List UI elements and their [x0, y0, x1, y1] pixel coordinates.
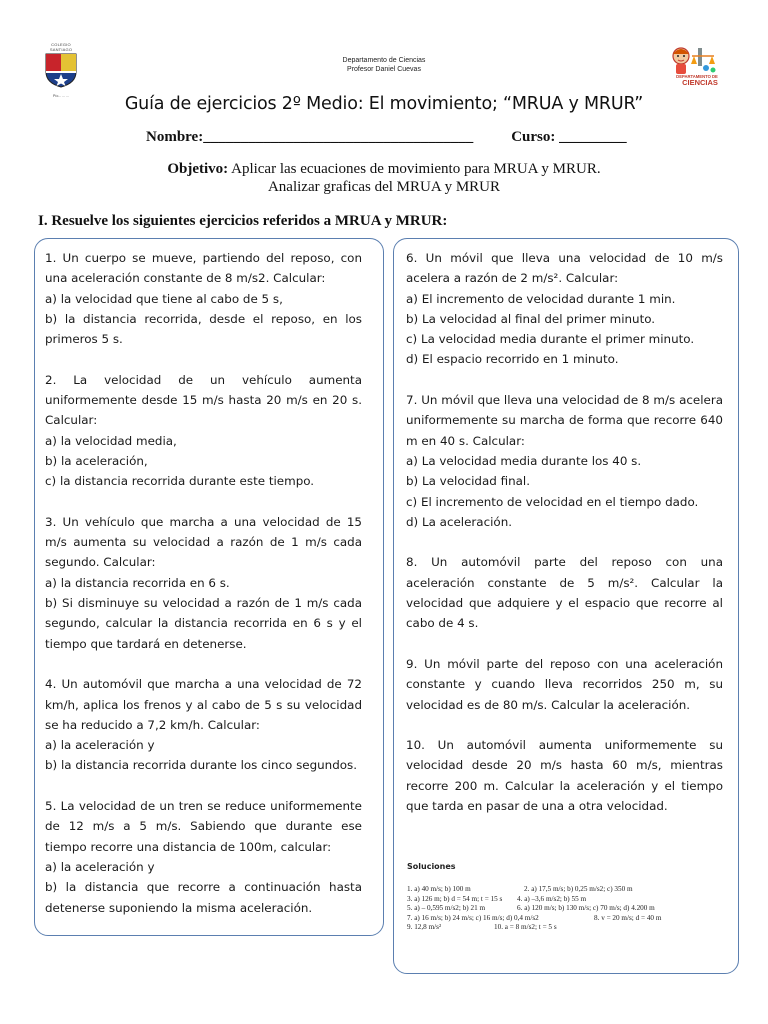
objective-block: [0, 160, 768, 196]
solutions-title: Soluciones: [407, 862, 456, 871]
solutions-block: [407, 862, 727, 933]
exercises-left-column: [45, 248, 362, 938]
name-field[interactable]: ____________________________________: [203, 129, 474, 145]
course-field[interactable]: _________: [555, 129, 627, 145]
exercise-8: 8. Un automóvil parte del reposo con una aceleración constante de 5 m/s². Calcular la velocidad que adquiere y el espacio que recorre al cabo de 4 s.: [406, 555, 723, 631]
exercises-right-column: [406, 248, 723, 837]
exercise-3: 3. Un vehículo que marcha a una velocidad de 15 m/s aumenta su velocidad a razón de 1 m/s cada segundo. Calcular: a) la distancia recorrida en 6 s. b) Si disminuye su velocidad a razón de 1 m/s cada segundo, calcular la distancia recorrida en 6 s y el tiempo que tardará en detenerse.: [45, 514, 362, 651]
objective-label: Objetivo:: [167, 161, 229, 177]
logo-right-text2: CIENCIAS: [682, 78, 718, 87]
teacher-name: Profesor Daniel Cuevas: [347, 66, 421, 73]
solution-line: 1. a) 40 m/s; b) 100 m 2. a) 17,5 m/s; b) 0,25 m/s2; c) 350 m: [407, 885, 633, 893]
page-title: Guía de ejercicios 2º Medio: El movimiento; “MRUA y MRUR”: [124, 94, 644, 114]
exercise-10: 10. Un automóvil aumenta uniformemente su velocidad desde 20 m/s hasta 60 m/s, mientras recorre 200 m. Calcular la aceleración y el tiempo que tarda en pasar de una a otra velocidad.: [406, 738, 723, 814]
exercise-2: 2. La velocidad de un vehículo aumenta uniformemente desde 15 m/s hasta 20 m/s en 20 s. Calcular: a) la velocidad media, b) la aceleración, c) la distancia recorrida durante este tiempo.: [45, 372, 362, 489]
solution-line: 5. a) – 0,595 m/s2; b) 21 m 6. a) 120 m/s; b) 130 m/s; c) 70 m/s; d) 4.200 m: [407, 904, 655, 913]
school-logo-bottom-text: Pío... ... ...: [53, 94, 69, 98]
logo-right-text1: DEPARTAMENTO DE: [676, 74, 718, 79]
solution-line: 3. a) 126 m; b) d = 54 m; t = 15 s 4. a) –3,6 m/s2; b) 55 m: [407, 894, 587, 903]
solution-line: 9. 12,8 m/s² 10. a = 8 m/s2; t = 5 s: [407, 923, 557, 932]
exercise-4: 4. Un automóvil que marcha a una velocidad de 72 km/h, aplica los frenos y al cabo de 5 s su velocidad se ha reducido a 7,2 km/h. Calcular: a) la aceleración y b) la distancia recorrida durante los cinco segundos.: [45, 677, 362, 773]
exercise-5: 5. La velocidad de un tren se reduce uniformemente de 12 m/s a 5 m/s. Sabiendo que durante ese tiempo recorre una distancia de 100m, calcular: a) la aceleración y b) la distancia que recorre a continuación hasta detenerse suponiendo la misma aceleración.: [45, 799, 362, 915]
objective-line1: Aplicar las ecuaciones de movimiento para MRUA y MRUR.: [228, 161, 601, 177]
objective-line2: Analizar graficas del MRUA y MRUR: [267, 179, 501, 195]
exercise-1: 1. Un cuerpo se mueve, partiendo del reposo, con una aceleración constante de 8 m/s2. Calcular: a) la velocidad que tiene al cabo de 5 s, b) la distancia recorrida, desde el reposo, en los primeros 5 s.: [45, 251, 362, 347]
name-label: Nombre:: [146, 129, 204, 145]
section-title: I. Resuelve los siguientes ejercicios referidos a MRUA y MRUR:: [38, 213, 448, 229]
exercise-9: 9. Un móvil parte del reposo con una aceleración constante y cuando lleva recorridos 250 m, su velocidad es de 80 m/s. Calcular la aceleración.: [406, 656, 723, 712]
department-name: Departamento de Ciencias: [342, 57, 426, 64]
exercise-7: 7. Un móvil que lleva una velocidad de 8 m/s acelera uniformemente su marcha de forma que recorre 640 m en 40 s. Calcular: a) La velocidad media durante los 40 s. b) La velocidad final. c) El incremento de velocidad en el tiempo dado. d) La aceleración.: [406, 393, 723, 529]
solution-line: 7. a) 16 m/s; b) 24 m/s; c) 16 m/s; d) 0,4 m/s2 8. v = 20 m/s; d = 40 m: [407, 913, 662, 922]
course-label: Curso:: [511, 129, 556, 145]
school-logo-top-text: COLEGIO SANTIAGO: [49, 42, 73, 52]
student-info-row: [146, 129, 627, 146]
department-header: [0, 56, 768, 74]
exercise-6: 6. Un móvil que lleva una velocidad de 10 m/s acelera a razón de 2 m/s². Calcular: a) El incremento de velocidad durante 1 min. b) La velocidad al final del primer minuto. c) La velocidad media durante el primer minuto. d) El espacio recorrido en 1 minuto.: [406, 251, 723, 367]
